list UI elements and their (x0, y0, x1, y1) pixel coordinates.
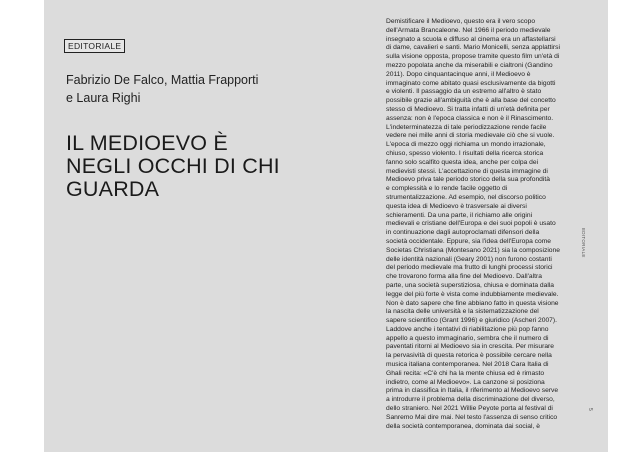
body-line: e violenti. Il passaggio da un estremo all'altro è stato (386, 88, 542, 96)
body-line: legge del più forte è vista come indubbiamente medievale. (386, 290, 559, 298)
body-line: in continuazione dagli autoproclamati difensori della (386, 229, 540, 237)
section-tag: EDITORIALE (64, 39, 125, 53)
body-line: società occidentale. Eppure, sia l'idea dell'Europa come (386, 237, 552, 245)
body-line: che trovarono forma alla fine del Medioevo. Dall'altra (386, 273, 542, 281)
authors-line-2: e Laura Righi (66, 91, 141, 105)
body-line: schieramenti. Da una parte, il richiamo alle origini (386, 211, 533, 219)
body-line: Sanremo Mai dire mai. Nel testo l'assenza di senso critico (386, 413, 558, 421)
body-line: indietro, come al Medioevo». La canzone si posiziona (386, 378, 545, 386)
body-line: medievali e cristiane dell'Europa e dei suoi popoli è usato (386, 220, 556, 228)
article-title (66, 132, 326, 201)
body-line: musica italiana contemporanea. Nel 2018 Cara Italia di (386, 361, 549, 369)
body-line: Medioevo priva tale periodo storico della sua profondità (386, 176, 550, 184)
body-line: del periodo medievale ma frutto di lunghi processi storici (386, 264, 553, 272)
body-line: a introdurre il problema della discriminazione del diverso, (386, 396, 555, 404)
body-line: Laddove anche i tentativi di riabilitazione più pop fanno (386, 325, 549, 333)
body-line: e complessità e lo rende facile oggetto di (386, 185, 508, 193)
body-line: insegnato a scuola e diffuso al cinema era un affastellarsi (386, 35, 556, 43)
body-line: strumentalizzazione. Ad esempio, nel discorso politico (386, 193, 546, 201)
body-line: Ghali recita: «C'è chi ha la mente chiusa ed è rimasto (386, 369, 545, 377)
body-line: vedere nei mille anni di storia medievale ciò che si vuole. (386, 132, 555, 140)
title-line-1: IL MEDIOEVO È (66, 131, 228, 155)
body-line: L'epoca di mezzo oggi richiama un mondo irrazionale, (386, 141, 546, 149)
body-line: la nascita delle università e la sistematizzazione del (386, 308, 539, 316)
body-line: appello a questo immaginario, sembra che il numero di (386, 334, 549, 342)
body-line: possibile grazie all'ambiguità che è alla base del concetto (386, 97, 556, 105)
body-line: medievisti stessi. L'accettazione di questa immagine di (386, 167, 548, 175)
authors-line-1: Fabrizio De Falco, Mattia Frapporti (66, 73, 259, 87)
body-line: paventati ritorni al Medioevo sia in crescita. Per misurare (386, 343, 555, 351)
sidebar-section-label: EDITORIALE (581, 228, 586, 258)
body-line: di dame, cavalieri e santi. Mario Monicelli, senza applattirsi (386, 44, 560, 52)
body-line: Non è dato sapere che fine abbiano fatto in questa visione (386, 299, 559, 307)
body-line: della società contemporanea, dominata dai social, è (386, 422, 540, 430)
body-line: questa idea di Medioevo è trasversale ai diversi (386, 202, 527, 210)
body-line: 2011). Dopo cinquantacinque anni, il Medioevo è (386, 70, 531, 78)
body-line: chiuso, spesso violento. I risultati della ricerca storica (386, 149, 544, 157)
page-number: 5 (587, 408, 593, 411)
title-line-2: NEGLI OCCHI DI CHI (66, 154, 280, 178)
body-line: parte, una società superstiziosa, chiusa e dominata dalla (386, 281, 555, 289)
body-line: Demistificare il Medioevo, questo era il vero scopo (386, 18, 536, 25)
body-line: stesso di Medioevo. Si tratta infatti di un'età definita per (386, 105, 550, 113)
body-line: dell'Armata Brancaleone. Nel 1966 il periodo medievale (386, 26, 551, 34)
body-line: delle identità nazionali (Geary 2001) non furono costanti (386, 255, 552, 263)
body-line: assenza: non è l'epoca classica e non è il Rinascimento. (386, 114, 554, 122)
body-text-column (386, 18, 579, 431)
body-line: dello straniero. Nel 2021 Willie Peyote porta al festival di (386, 405, 553, 413)
body-line: L'indeterminatezza di tale periodizzazione rende facile (386, 123, 547, 131)
body-line: la pervasività di questa retorica è possibile cercare nella (386, 352, 552, 360)
title-line-3: GUARDA (66, 177, 160, 201)
body-line: fanno solo scalfito questa idea, anche per colpa dei (386, 158, 539, 166)
authors (66, 71, 326, 107)
body-line: sulla visione opposta, propose tramite questo film un'età di (386, 53, 560, 61)
body-line: immaginato come abitato quasi esclusivamente da bigotti (386, 79, 556, 87)
body-line: Societas Christiana (Montesano 2021) sia la composizione (386, 246, 560, 254)
body-line: mezzo popolata anche da miserabili e cialtroni (Gandino (386, 61, 553, 69)
body-line: sapere scientifico (Grant 1996) e giuridico (Ascheri 2007). (386, 317, 557, 325)
body-line: prima in classifica in Italia, il riferimento al Medioevo serve (386, 387, 559, 395)
